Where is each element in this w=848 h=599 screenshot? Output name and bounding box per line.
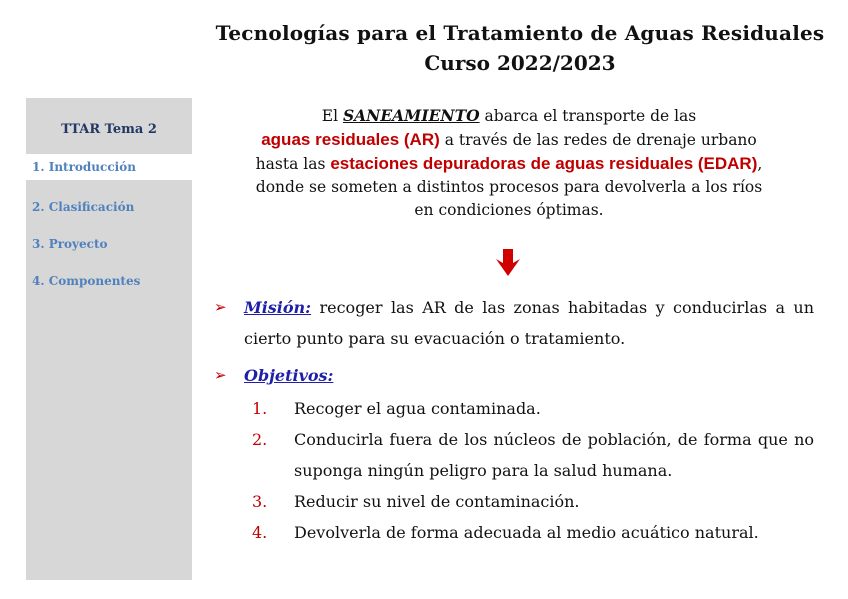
intro-paragraph — [194, 104, 824, 222]
list-item-text: Conducirla fuera de los núcleos de población, de forma que no suponga ningún peligro para la salud humana. — [294, 430, 814, 480]
list-item — [252, 393, 814, 424]
objetivos-heading: Objetivos: — [244, 366, 334, 385]
mision-body: recoger las AR de las zonas habitadas y conducirlas a un cierto punto para su evacuación o tratamiento. — [244, 298, 814, 348]
content-list — [214, 292, 814, 548]
intro-text: El — [321, 107, 343, 125]
objetivos-list — [252, 393, 814, 548]
page-header — [200, 18, 840, 78]
list-number: 3. — [252, 492, 268, 511]
sidebar-item-componentes[interactable]: 4. Componentes — [32, 274, 141, 288]
intro-text: , — [757, 155, 763, 173]
sidebar-title: TTAR Tema 2 — [61, 122, 157, 137]
list-item — [252, 517, 814, 548]
list-number: 2. — [252, 430, 268, 449]
list-item — [252, 424, 814, 486]
ar-term: aguas residuales (AR) — [261, 130, 440, 149]
mision-text — [244, 292, 814, 354]
arrow-down-icon — [493, 247, 523, 279]
course-label: Curso 2022/2023 — [424, 51, 616, 75]
intro-text: en condiciones óptimas. — [414, 201, 604, 219]
list-number: 4. — [252, 523, 268, 542]
mision-bullet — [214, 292, 814, 354]
sidebar-item-introduccion[interactable]: 1. Introducción — [26, 154, 192, 180]
intro-text: donde se someten a distintos procesos para devolverla a los ríos — [255, 178, 763, 196]
list-item-text: Recoger el agua contaminada. — [294, 399, 541, 418]
edar-term: estaciones depuradoras de aguas residuales (EDAR) — [330, 154, 758, 173]
list-item-text: Devolverla de forma adecuada al medio acuático natural. — [294, 523, 759, 542]
intro-text: abarca el transporte de las — [479, 107, 697, 125]
list-item — [252, 486, 814, 517]
intro-text: hasta las — [255, 155, 331, 173]
triangle-bullet-icon: ➢ — [214, 366, 227, 384]
saneamiento-term: SANEAMIENTO — [342, 106, 480, 125]
intro-text: a través de las redes de drenaje urbano — [439, 131, 757, 149]
mision-heading: Misión: — [244, 298, 312, 317]
objetivos-bullet — [214, 360, 814, 391]
sidebar-item-proyecto[interactable]: 3. Proyecto — [32, 237, 108, 251]
list-item-text: Reducir su nivel de contaminación. — [294, 492, 580, 511]
page-title: Tecnologías para el Tratamiento de Aguas Residuales — [215, 21, 825, 45]
sidebar — [26, 98, 192, 580]
triangle-bullet-icon: ➢ — [214, 298, 227, 316]
list-number: 1. — [252, 399, 268, 418]
sidebar-item-clasificacion[interactable]: 2. Clasificación — [32, 200, 135, 214]
